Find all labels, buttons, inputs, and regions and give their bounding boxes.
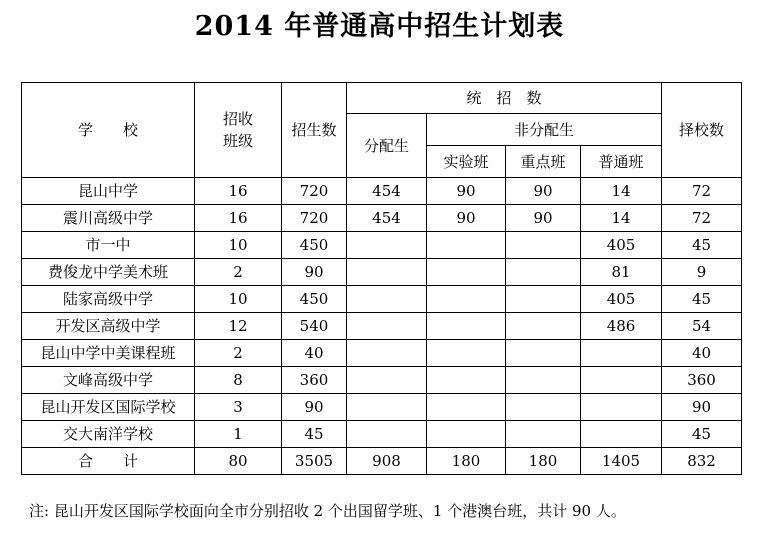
cell-experimental — [427, 313, 506, 340]
table-row — [22, 286, 742, 313]
cell-key — [506, 367, 581, 394]
cell-enroll: 450 — [282, 232, 347, 259]
table-row — [22, 313, 742, 340]
cell-key — [506, 394, 581, 421]
cell-classes: 3 — [195, 394, 282, 421]
cell-experimental — [427, 232, 506, 259]
cell-school: 昆山中学 — [22, 178, 195, 205]
header-allocated: 分配生 — [347, 114, 427, 178]
header-school: 学 校 — [22, 83, 195, 178]
cell-school: 震川高级中学 — [22, 205, 195, 232]
cell-school: 陆家高级中学 — [22, 286, 195, 313]
cell-school: 交大南洋学校 — [22, 421, 195, 448]
table-row — [22, 340, 742, 367]
cell-ordinary — [581, 367, 662, 394]
cell-key — [506, 286, 581, 313]
cell-classes: 2 — [195, 259, 282, 286]
cell-key — [506, 340, 581, 367]
cell-choice: 45 — [662, 232, 742, 259]
cell-allocated: 454 — [347, 205, 427, 232]
cell-experimental — [427, 421, 506, 448]
cell-experimental — [427, 259, 506, 286]
header-experimental: 实验班 — [427, 146, 506, 178]
cell-experimental: 90 — [427, 205, 506, 232]
cell-choice: 72 — [662, 205, 742, 232]
header-choice: 择校数 — [662, 83, 742, 178]
cell-experimental — [427, 340, 506, 367]
total-row — [22, 448, 742, 475]
table-row — [22, 367, 742, 394]
cell-enroll: 40 — [282, 340, 347, 367]
total-allocated: 908 — [347, 448, 427, 475]
total-ordinary: 1405 — [581, 448, 662, 475]
cell-ordinary — [581, 421, 662, 448]
cell-ordinary — [581, 340, 662, 367]
cell-allocated — [347, 313, 427, 340]
table-row — [22, 178, 742, 205]
cell-enroll: 360 — [282, 367, 347, 394]
cell-key — [506, 232, 581, 259]
table-row — [22, 232, 742, 259]
cell-key: 90 — [506, 205, 581, 232]
cell-choice: 72 — [662, 178, 742, 205]
cell-enroll: 90 — [282, 259, 347, 286]
header-classes: 招收班级 — [195, 83, 282, 178]
header-unified: 统 招 数 — [347, 83, 662, 114]
footnote: 注: 昆山开发区国际学校面向全市分别招收 2 个出国留学班、1 个港澳台班，共计 90 人。 — [29, 502, 626, 520]
cell-classes: 8 — [195, 367, 282, 394]
cell-choice: 54 — [662, 313, 742, 340]
cell-school: 昆山开发区国际学校 — [22, 394, 195, 421]
cell-experimental — [427, 286, 506, 313]
cell-key — [506, 421, 581, 448]
cell-allocated — [347, 232, 427, 259]
cell-key — [506, 313, 581, 340]
cell-key — [506, 259, 581, 286]
total-label: 合 计 — [22, 448, 195, 475]
table-row — [22, 259, 742, 286]
cell-classes: 1 — [195, 421, 282, 448]
cell-allocated — [347, 421, 427, 448]
cell-experimental — [427, 367, 506, 394]
cell-school: 费俊龙中学美术班 — [22, 259, 195, 286]
table-row — [22, 421, 742, 448]
cell-ordinary: 405 — [581, 232, 662, 259]
cell-classes: 16 — [195, 205, 282, 232]
header-ordinary: 普通班 — [581, 146, 662, 178]
cell-ordinary: 14 — [581, 205, 662, 232]
cell-classes: 10 — [195, 286, 282, 313]
cell-enroll: 45 — [282, 421, 347, 448]
cell-choice: 90 — [662, 394, 742, 421]
cell-ordinary — [581, 394, 662, 421]
cell-choice: 45 — [662, 421, 742, 448]
total-experimental: 180 — [427, 448, 506, 475]
total-classes: 80 — [195, 448, 282, 475]
cell-enroll: 450 — [282, 286, 347, 313]
cell-classes: 2 — [195, 340, 282, 367]
cell-allocated — [347, 259, 427, 286]
cell-enroll: 540 — [282, 313, 347, 340]
total-choice: 832 — [662, 448, 742, 475]
cell-ordinary: 81 — [581, 259, 662, 286]
cell-classes: 12 — [195, 313, 282, 340]
cell-key: 90 — [506, 178, 581, 205]
cell-ordinary: 405 — [581, 286, 662, 313]
cell-ordinary: 486 — [581, 313, 662, 340]
cell-allocated — [347, 340, 427, 367]
cell-choice: 45 — [662, 286, 742, 313]
cell-ordinary: 14 — [581, 178, 662, 205]
cell-choice: 360 — [662, 367, 742, 394]
cell-school: 开发区高级中学 — [22, 313, 195, 340]
cell-experimental: 90 — [427, 178, 506, 205]
total-enroll: 3505 — [282, 448, 347, 475]
cell-choice: 9 — [662, 259, 742, 286]
table-row — [22, 205, 742, 232]
cell-classes: 16 — [195, 178, 282, 205]
total-key: 180 — [506, 448, 581, 475]
cell-choice: 40 — [662, 340, 742, 367]
page-title: 2014 年普通高中招生计划表 — [194, 11, 565, 42]
cell-allocated: 454 — [347, 178, 427, 205]
cell-allocated — [347, 367, 427, 394]
cell-allocated — [347, 394, 427, 421]
header-row-1 — [22, 83, 742, 114]
cell-experimental — [427, 394, 506, 421]
header-non-allocated: 非分配生 — [427, 114, 662, 146]
enrollment-table — [21, 82, 742, 475]
header-enroll: 招生数 — [282, 83, 347, 178]
cell-enroll: 720 — [282, 178, 347, 205]
cell-enroll: 90 — [282, 394, 347, 421]
cell-allocated — [347, 286, 427, 313]
cell-classes: 10 — [195, 232, 282, 259]
cell-school: 文峰高级中学 — [22, 367, 195, 394]
table-row — [22, 394, 742, 421]
header-key: 重点班 — [506, 146, 581, 178]
cell-school: 昆山中学中美课程班 — [22, 340, 195, 367]
cell-enroll: 720 — [282, 205, 347, 232]
cell-school: 市一中 — [22, 232, 195, 259]
